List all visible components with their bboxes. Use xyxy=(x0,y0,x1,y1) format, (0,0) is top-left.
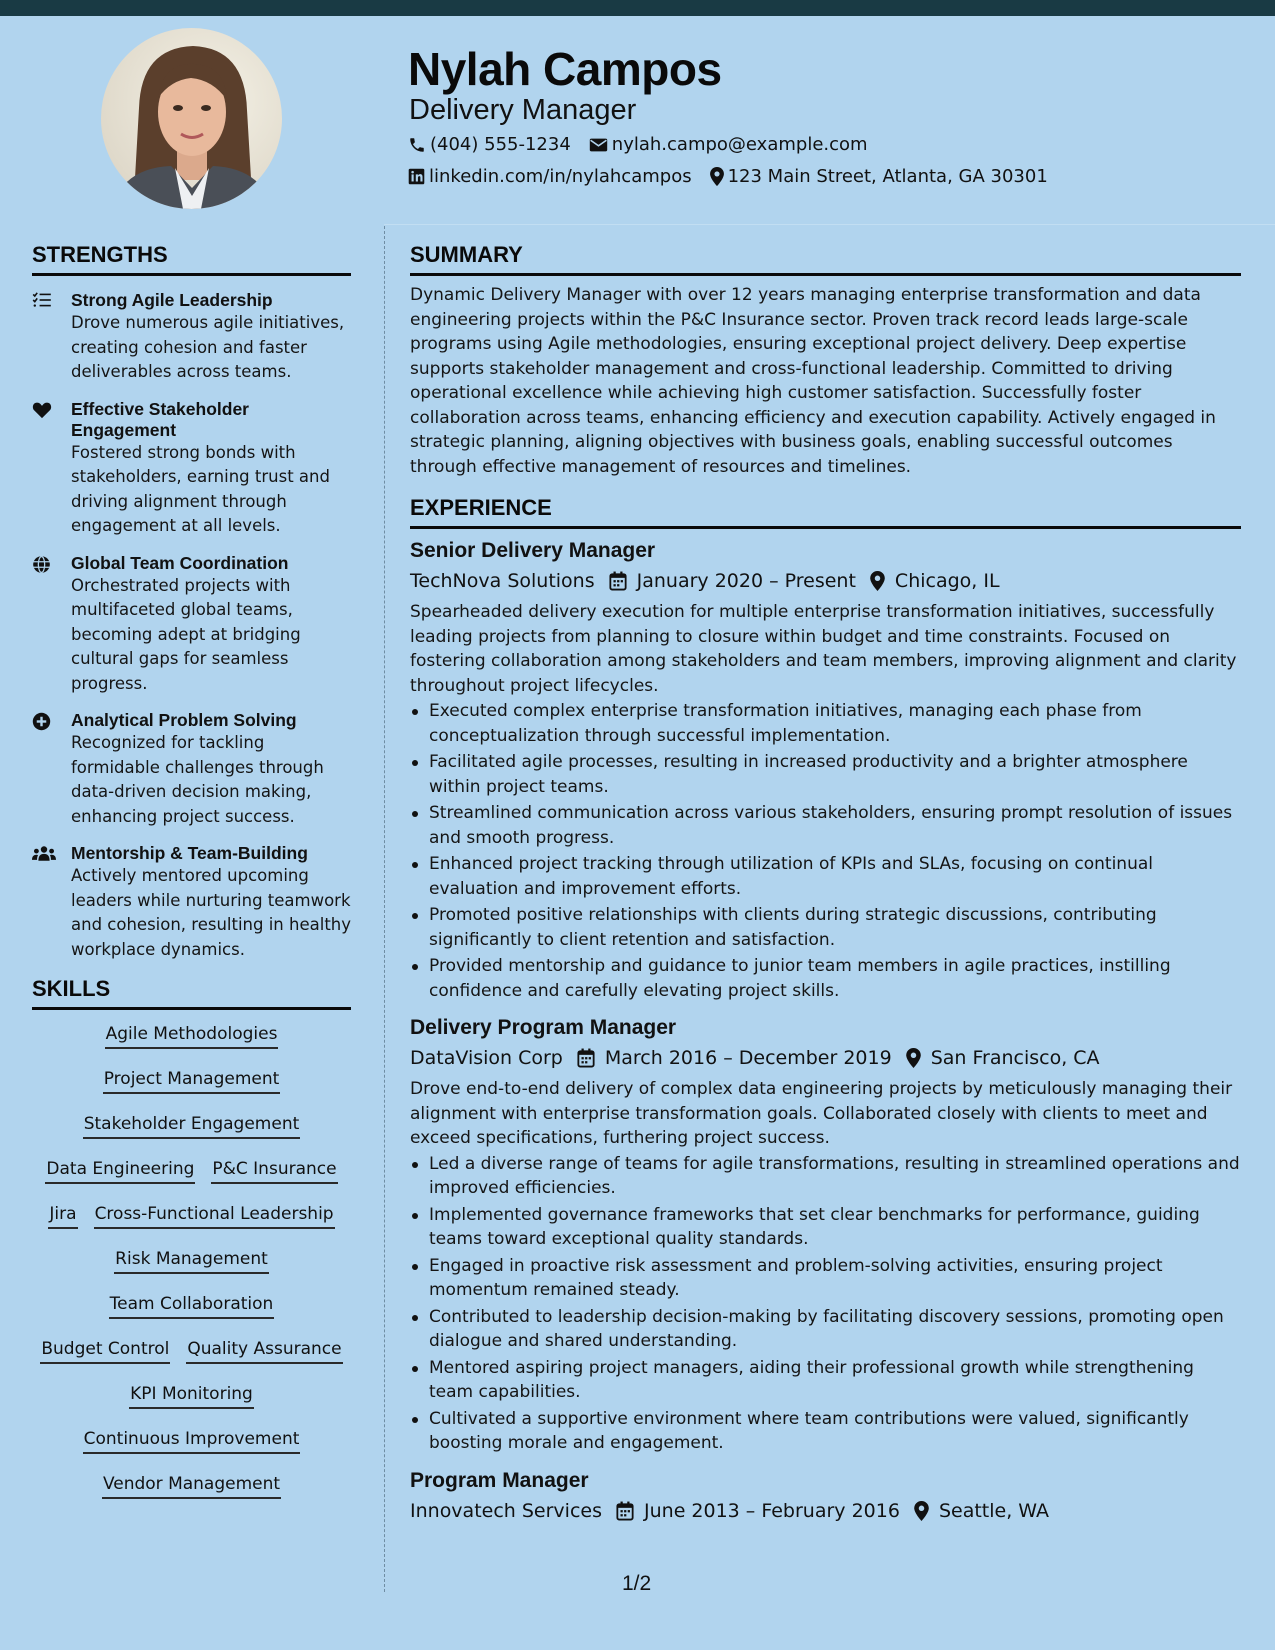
top-bar xyxy=(0,0,1275,16)
linkedin-icon xyxy=(408,168,425,185)
envelope-icon xyxy=(589,137,608,153)
job-bullets xyxy=(410,699,1241,1003)
job-bullets xyxy=(410,1152,1241,1456)
map-pin-icon xyxy=(870,571,885,591)
calendar-icon xyxy=(609,571,627,591)
linkedin-contact[interactable] xyxy=(408,166,692,187)
bullet-item: Streamlined communication across various stakeholders, ensuring prompt resolution of issues and smooth progress. xyxy=(410,801,1241,850)
strength-item xyxy=(32,710,351,829)
strengths-heading: STRENGTHS xyxy=(32,242,351,276)
bullet-item: Engaged in proactive risk assessment and problem-solving activities, ensuring project momentum remained steady. xyxy=(410,1254,1241,1303)
phone-text: (404) 555-1234 xyxy=(430,134,571,155)
job-title: Senior Delivery Manager xyxy=(410,539,656,562)
job-meta xyxy=(410,1500,1241,1522)
skill-tag: Continuous Improvement xyxy=(83,1429,301,1454)
job-title: Delivery Program Manager xyxy=(410,1016,677,1039)
skill-row xyxy=(83,1429,301,1474)
email-contact[interactable] xyxy=(589,134,868,155)
plus-circle-icon xyxy=(32,712,51,731)
address-contact xyxy=(710,166,1048,187)
strength-item xyxy=(32,843,351,962)
phone-icon xyxy=(408,136,426,154)
skill-row xyxy=(114,1249,269,1294)
skill-row xyxy=(48,1204,334,1249)
skill-row xyxy=(102,1474,281,1519)
job-entry xyxy=(410,1015,1241,1456)
job-entry xyxy=(410,1468,1241,1522)
job-location: Chicago, IL xyxy=(894,570,1000,592)
bullet-item: Enhanced project tracking through utilization of KPIs and SLAs, focusing on continual evaluation and improvement efforts. xyxy=(410,852,1241,901)
map-pin-icon xyxy=(710,167,724,186)
map-pin-icon xyxy=(914,1501,929,1521)
job-dates: March 2016 – December 2019 xyxy=(604,1047,892,1069)
candidate-role: Delivery Manager xyxy=(409,94,637,126)
bullet-item: Provided mentorship and guidance to junior team members in agile practices, instilling confidence and carefully elevating project skills. xyxy=(410,954,1241,1003)
skill-row xyxy=(45,1159,337,1204)
email-text[interactable]: nylah.campo@example.com xyxy=(611,134,868,155)
globe-icon xyxy=(32,555,51,574)
job-dates-wrap xyxy=(616,1500,900,1522)
strengths-list xyxy=(32,290,351,962)
skill-row xyxy=(105,1024,279,1069)
column-divider xyxy=(384,226,385,1592)
skill-row xyxy=(103,1069,281,1114)
skill-tag: Team Collaboration xyxy=(109,1294,275,1319)
strength-title: Mentorship & Team-Building xyxy=(71,843,308,863)
bullet-item: Promoted positive relationships with clients during strategic discussions, contributing significantly to client retention and satisfaction. xyxy=(410,903,1241,952)
job-location-wrap xyxy=(906,1047,1100,1069)
skill-tag: Risk Management xyxy=(114,1249,269,1274)
job-company: TechNova Solutions xyxy=(410,570,595,592)
bullet-item: Contributed to leadership decision-making by facilitating discovery sessions, promoting open dialogue and shared understanding. xyxy=(410,1305,1241,1354)
strength-title: Effective Stakeholder Engagement xyxy=(71,398,249,440)
job-location: Seattle, WA xyxy=(938,1499,1050,1522)
job-dates: June 2013 – February 2016 xyxy=(644,1499,900,1522)
skills-list xyxy=(32,1024,351,1519)
phone-contact xyxy=(408,134,571,155)
job-dates-wrap xyxy=(609,570,856,592)
skill-tag: Cross-Functional Leadership xyxy=(94,1204,335,1229)
address-text: 123 Main Street, Atlanta, GA 30301 xyxy=(727,166,1048,187)
strength-title: Strong Agile Leadership xyxy=(71,290,273,310)
bullet-item: Facilitated agile processes, resulting in increased productivity and a brighter atmosphere within project teams. xyxy=(410,750,1241,799)
users-icon xyxy=(32,845,56,862)
bullet-item: Cultivated a supportive environment where team contributions were valued, significantly boosting morale and engagement. xyxy=(410,1407,1241,1456)
summary-heading: SUMMARY xyxy=(410,242,1241,276)
skill-tag: Budget Control xyxy=(40,1339,170,1364)
job-location-wrap xyxy=(914,1500,1049,1522)
skill-row xyxy=(129,1384,254,1429)
skill-tag: Vendor Management xyxy=(102,1474,281,1499)
strength-desc: Recognized for tackling formidable challenges through data-driven decision making, enhancing project success. xyxy=(71,733,324,826)
strength-title: Global Team Coordination xyxy=(71,552,289,573)
calendar-icon xyxy=(577,1048,595,1068)
skill-tag: Stakeholder Engagement xyxy=(83,1114,301,1139)
skill-tag: Jira xyxy=(48,1204,77,1229)
header-divider xyxy=(384,224,1275,225)
strength-item xyxy=(32,399,351,539)
skill-row xyxy=(83,1114,301,1159)
contact-row-1 xyxy=(408,134,886,155)
job-dates: January 2020 – Present xyxy=(636,570,856,592)
skill-row xyxy=(109,1294,275,1339)
job-description: Spearheaded delivery execution for multiple enterprise transformation initiatives, successfully leading projects from planning to closure within budget and time constraints. Focused on fostering collaboration among stakeholders and team members, improving alignment and clarity throughout project lifecycles. xyxy=(410,602,1237,696)
job-entry xyxy=(410,538,1241,1003)
skill-row xyxy=(40,1339,342,1384)
skill-tag: Project Management xyxy=(103,1069,281,1094)
job-meta xyxy=(410,570,1241,592)
skill-tag: Agile Methodologies xyxy=(105,1024,279,1049)
strength-title: Analytical Problem Solving xyxy=(71,710,297,730)
experience-heading: EXPERIENCE xyxy=(410,495,1241,529)
skill-tag: P&C Insurance xyxy=(211,1159,337,1184)
skills-heading: SKILLS xyxy=(32,976,351,1010)
right-column xyxy=(410,242,1241,1522)
map-pin-icon xyxy=(906,1048,921,1068)
profile-photo xyxy=(101,28,282,209)
left-column xyxy=(32,242,351,1519)
job-dates-wrap xyxy=(577,1047,892,1069)
strength-item xyxy=(32,290,351,385)
bullet-item: Led a diverse range of teams for agile transformations, resulting in streamlined operations and improved efficiencies. xyxy=(410,1152,1241,1201)
page-number: 1/2 xyxy=(622,1572,652,1595)
job-location-wrap xyxy=(870,570,1000,592)
job-meta xyxy=(410,1047,1241,1069)
strength-item xyxy=(32,553,351,697)
strength-desc: Fostered strong bonds with stakeholders, earning trust and driving alignment through engagement at all levels. xyxy=(71,442,330,535)
strength-desc: Orchestrated projects with multifaceted global teams, becoming adept at bridging cultural gaps for seamless progress. xyxy=(71,575,301,693)
strength-desc: Drove numerous agile initiatives, creating cohesion and faster deliverables across teams. xyxy=(71,313,345,381)
checklist-icon xyxy=(32,292,52,308)
job-company: Innovatech Services xyxy=(410,1499,602,1522)
candidate-name: Nylah Campos xyxy=(408,43,722,95)
calendar-icon xyxy=(616,1501,634,1521)
job-location: San Francisco, CA xyxy=(930,1047,1100,1069)
summary-text: Dynamic Delivery Manager with over 12 years managing enterprise transformation and data engineering projects within the P&C Insurance sector. Proven track record leads large-scale programs using Agile methodologies, ensuring exceptional project delivery. Deep expertise supports stakeholder management and cross-functional leadership. Committed to driving operational excellence while achieving high customer satisfaction. Successfully foster collaboration across teams, enhancing efficiency and execution capability. Actively engaged in strategic planning, aligning objectives with business goals, enabling successful outcomes through effective management of resources and timelines. xyxy=(410,285,1216,477)
bullet-item: Executed complex enterprise transformation initiatives, managing each phase from conceptualization through successful implementation. xyxy=(410,699,1241,748)
skill-tag: KPI Monitoring xyxy=(129,1384,254,1409)
bullet-item: Implemented governance frameworks that set clear benchmarks for performance, guiding teams toward exceptional quality standards. xyxy=(410,1203,1241,1252)
skill-tag: Quality Assurance xyxy=(186,1339,342,1364)
strength-desc: Actively mentored upcoming leaders while nurturing teamwork and cohesion, resulting in healthy workplace dynamics. xyxy=(71,866,352,959)
heart-icon xyxy=(32,401,52,419)
job-description: Drove end-to-end delivery of complex data engineering projects by meticulously managing their alignment with enterprise transformation goals. Collaborated closely with clients to meet and exceed specifications, furthering project success. xyxy=(410,1079,1233,1148)
contact-row-2 xyxy=(408,166,1066,187)
linkedin-text[interactable]: linkedin.com/in/nylahcampos xyxy=(429,166,692,187)
job-title: Program Manager xyxy=(410,1468,589,1492)
job-company: DataVision Corp xyxy=(410,1047,563,1069)
skill-tag: Data Engineering xyxy=(45,1159,195,1184)
bullet-item: Mentored aspiring project managers, aiding their professional growth while strengthening team capabilities. xyxy=(410,1356,1241,1405)
